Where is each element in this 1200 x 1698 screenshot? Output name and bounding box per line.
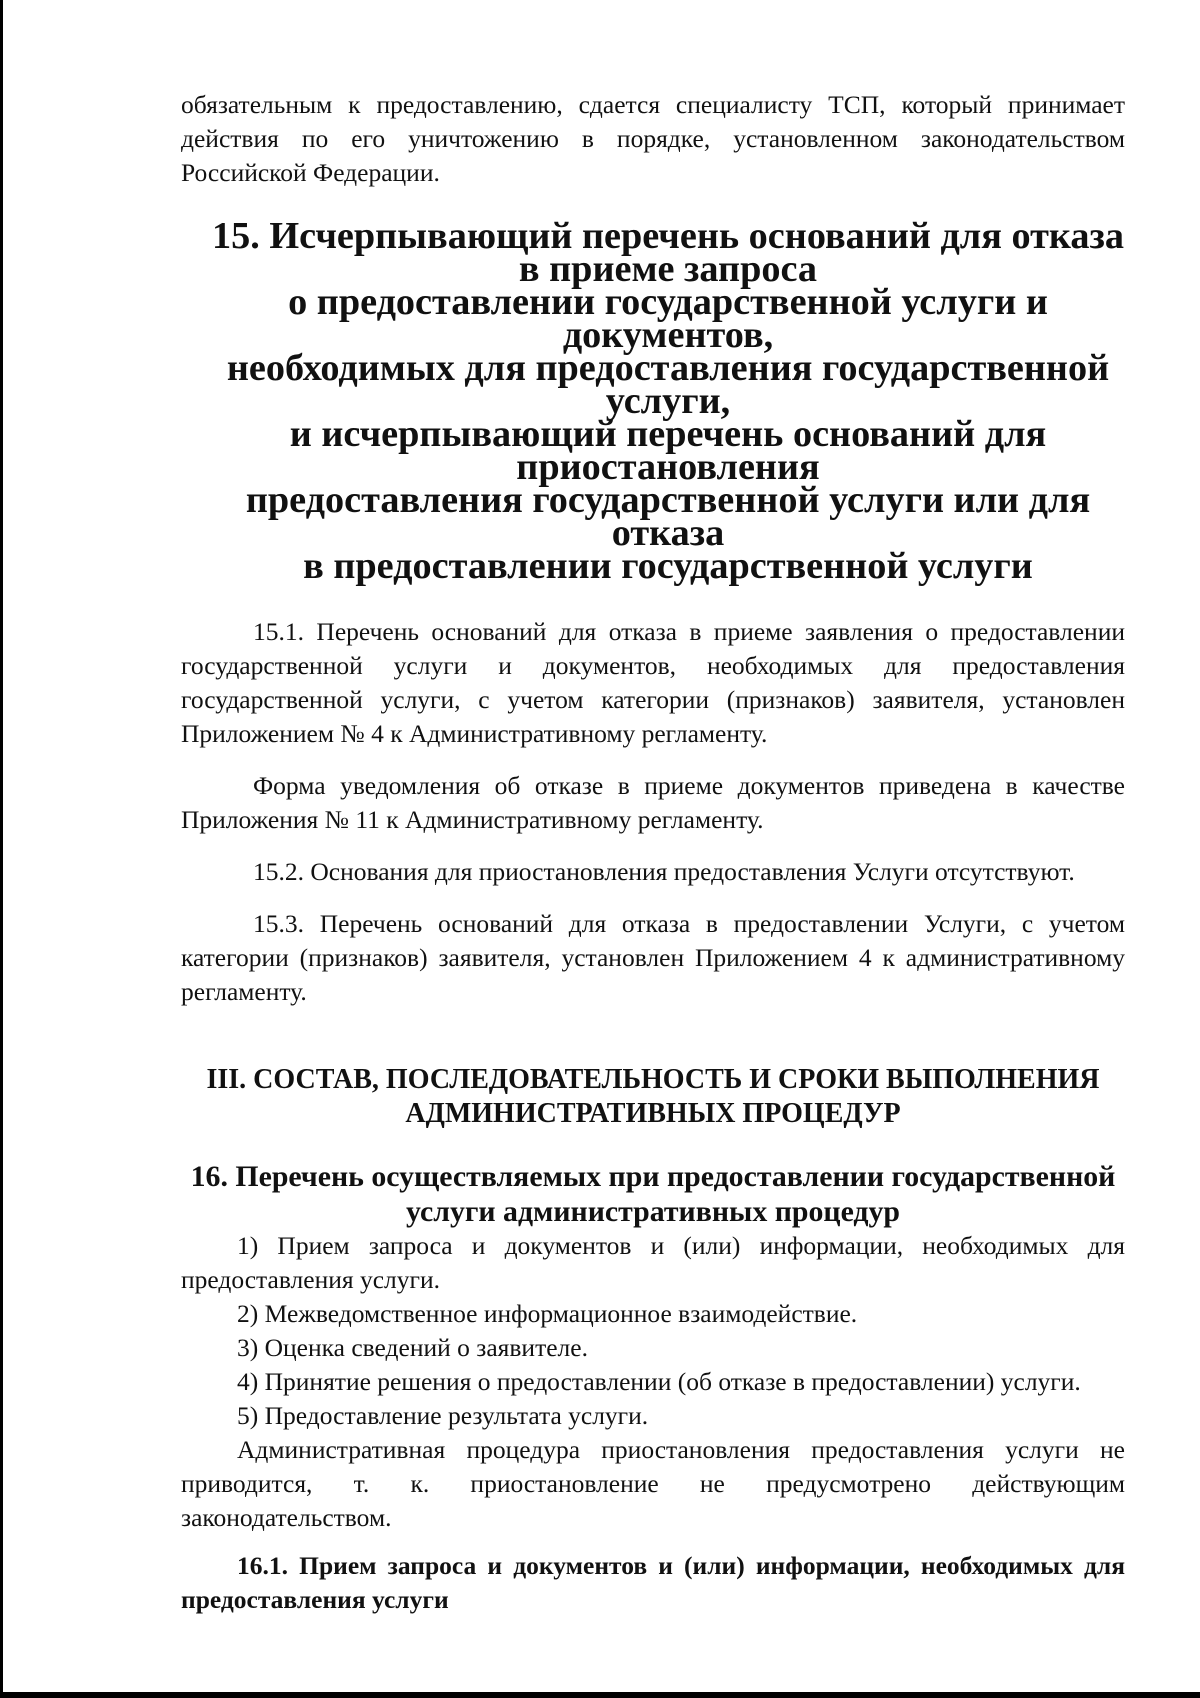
section-16-heading-line: 16. Перечень осуществляемых при предоставлении государственной xyxy=(190,1160,1116,1193)
section-15-heading-line: и исчерпывающий перечень оснований для приостановления xyxy=(289,413,1047,488)
scan-border-left xyxy=(0,0,3,1692)
paragraph-15-1: 15.1. Перечень оснований для отказа в приеме заявления о предоставлении государственной услуги и документов, необходимых для предоставления государственной услуги, с учетом категории (признаков) заявителя, установлен Приложением № 4 к Административному регламенту. xyxy=(181,617,1125,748)
paragraph-form-notice: Форма уведомления об отказе в приеме документов приведена в качестве Приложения № 11 к Административному регламенту. xyxy=(181,771,1125,834)
list-item: 3) Оценка сведений о заявителе. xyxy=(237,1333,588,1362)
section-15-heading-line: предоставления государственной услуги или для отказа xyxy=(245,479,1091,554)
section-15-heading-line: в предоставлении государственной услуги xyxy=(303,545,1033,587)
scan-border-bottom xyxy=(0,1692,1200,1698)
section-III-heading-line: III. СОСТАВ, ПОСЛЕДОВАТЕЛЬНОСТЬ И СРОКИ ВЫПОЛНЕНИЯ xyxy=(206,1064,1100,1095)
section-15-heading xyxy=(181,215,1125,587)
section-III-heading-line: АДМИНИСТРАТИВНЫХ ПРОЦЕДУР xyxy=(405,1098,901,1129)
procedure-note: Административная процедура приостановления предоставления услуги не приводится, т. к. приостановление не предусмотрено действующим законодательством. xyxy=(181,1435,1125,1532)
paragraph-15-2: 15.2. Основания для приостановления предоставления Услуги отсутствуют. xyxy=(253,857,1075,886)
intro-paragraph: обязательным к предоставлению, сдается специалисту ТСП, который принимает действия по его уничтожению в порядке, установленном законодательством Российской Федерации. xyxy=(181,90,1125,187)
document-page xyxy=(181,88,1125,1617)
section-16-heading xyxy=(181,1159,1125,1229)
list-item: 4) Принятие решения о предоставлении (об отказе в предоставлении) услуги. xyxy=(237,1367,1081,1396)
paragraph-15-3: 15.3. Перечень оснований для отказа в предоставлении Услуги, с учетом категории (признаков) заявителя, установлен Приложением 4 к административному регламенту. xyxy=(181,909,1125,1006)
section-15-heading-line: о предоставлении государственной услуги и документов, xyxy=(288,281,1048,356)
section-16-1-heading: 16.1. Прием запроса и документов и (или) информации, необходимых для предоставления услуги xyxy=(181,1551,1125,1614)
section-III-heading xyxy=(181,1063,1125,1131)
list-item: 2) Межведомственное информационное взаимодействие. xyxy=(237,1299,858,1328)
section-16-heading-line: услуги административных процедур xyxy=(405,1195,901,1228)
section-15-heading-line: 15. Исчерпывающий перечень оснований для отказа в приеме запроса xyxy=(211,215,1125,290)
section-15-heading-line: необходимых для предоставления государственной услуги, xyxy=(226,347,1110,422)
list-item: 5) Предоставление результата услуги. xyxy=(237,1401,649,1430)
list-item: 1) Прием запроса и документов и (или) информации, необходимых для предоставления услуги. xyxy=(181,1231,1125,1294)
